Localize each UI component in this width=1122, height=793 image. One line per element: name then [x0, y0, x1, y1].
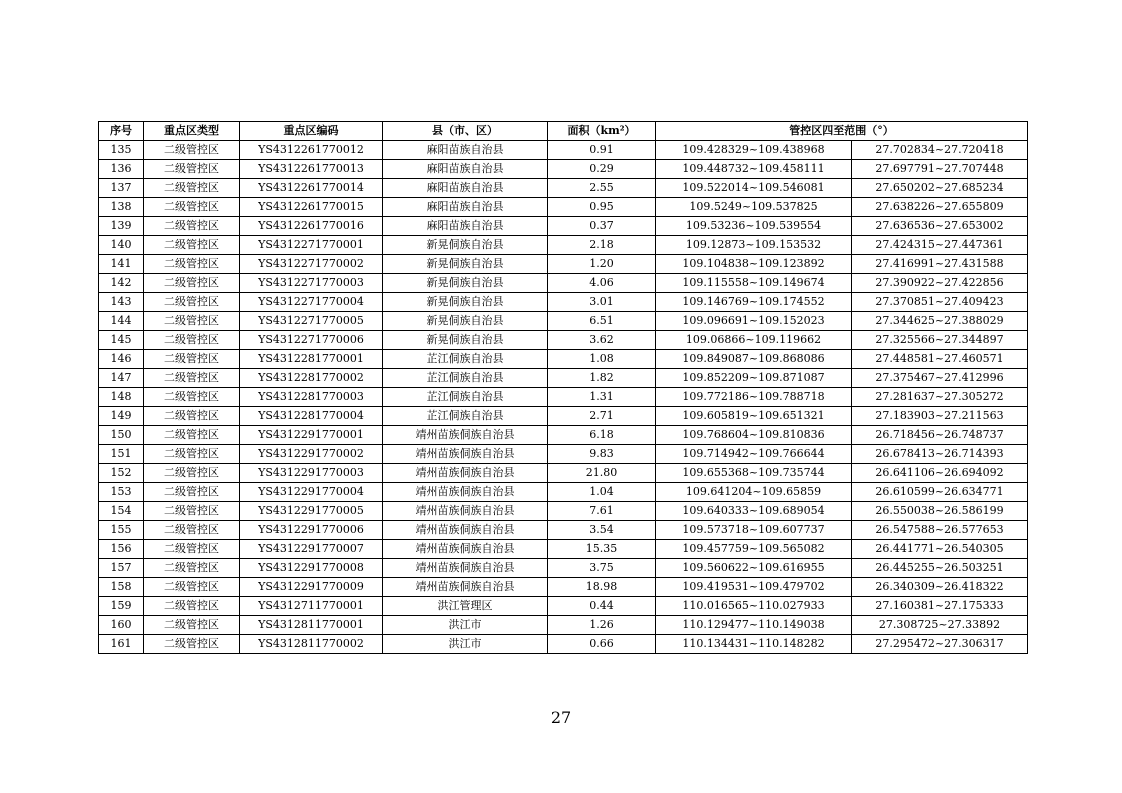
table-row — [99, 464, 1028, 483]
cell-index: 138 — [99, 198, 144, 217]
cell-zone-code: YS4312811770001 — [240, 616, 383, 635]
cell-latitude-range: 26.550038~26.586199 — [852, 502, 1028, 521]
cell-index: 150 — [99, 426, 144, 445]
table-row — [99, 426, 1028, 445]
cell-zone-code: YS4312271770001 — [240, 236, 383, 255]
cell-zone-type: 二级管控区 — [144, 407, 240, 426]
cell-county: 新晃侗族自治县 — [383, 331, 548, 350]
cell-zone-code: YS4312291770001 — [240, 426, 383, 445]
cell-latitude-range: 27.160381~27.175333 — [852, 597, 1028, 616]
cell-zone-type: 二级管控区 — [144, 350, 240, 369]
cell-index: 140 — [99, 236, 144, 255]
table-row — [99, 255, 1028, 274]
table-row — [99, 445, 1028, 464]
cell-longitude-range: 109.06866~109.119662 — [656, 331, 852, 350]
cell-zone-type: 二级管控区 — [144, 559, 240, 578]
cell-latitude-range: 26.610599~26.634771 — [852, 483, 1028, 502]
cell-index: 161 — [99, 635, 144, 654]
cell-zone-type: 二级管控区 — [144, 616, 240, 635]
cell-zone-type: 二级管控区 — [144, 578, 240, 597]
cell-area: 0.66 — [548, 635, 656, 654]
cell-latitude-range: 27.344625~27.388029 — [852, 312, 1028, 331]
cell-county: 洪江管理区 — [383, 597, 548, 616]
cell-latitude-range: 27.295472~27.306317 — [852, 635, 1028, 654]
cell-zone-type: 二级管控区 — [144, 179, 240, 198]
cell-area: 3.54 — [548, 521, 656, 540]
cell-index: 142 — [99, 274, 144, 293]
cell-zone-code: YS4312261770013 — [240, 160, 383, 179]
cell-longitude-range: 109.12873~109.153532 — [656, 236, 852, 255]
cell-index: 157 — [99, 559, 144, 578]
cell-index: 155 — [99, 521, 144, 540]
cell-latitude-range: 26.678413~26.714393 — [852, 445, 1028, 464]
cell-index: 135 — [99, 141, 144, 160]
cell-zone-code: YS4312291770007 — [240, 540, 383, 559]
header-area: 面积（km²） — [548, 122, 656, 141]
cell-area: 2.18 — [548, 236, 656, 255]
cell-longitude-range: 109.605819~109.651321 — [656, 407, 852, 426]
cell-longitude-range: 109.573718~109.607737 — [656, 521, 852, 540]
cell-zone-code: YS4312261770014 — [240, 179, 383, 198]
cell-zone-code: YS4312281770001 — [240, 350, 383, 369]
cell-index: 156 — [99, 540, 144, 559]
cell-longitude-range: 109.53236~109.539554 — [656, 217, 852, 236]
cell-county: 芷江侗族自治县 — [383, 407, 548, 426]
cell-index: 136 — [99, 160, 144, 179]
table-row — [99, 616, 1028, 635]
header-range: 管控区四至范围（°） — [656, 122, 1028, 141]
cell-area: 9.83 — [548, 445, 656, 464]
cell-index: 146 — [99, 350, 144, 369]
cell-area: 1.04 — [548, 483, 656, 502]
cell-zone-type: 二级管控区 — [144, 502, 240, 521]
table-row — [99, 483, 1028, 502]
cell-county: 靖州苗族侗族自治县 — [383, 426, 548, 445]
cell-index: 149 — [99, 407, 144, 426]
cell-index: 148 — [99, 388, 144, 407]
cell-latitude-range: 27.308725~27.33892 — [852, 616, 1028, 635]
table-row — [99, 502, 1028, 521]
cell-area: 2.55 — [548, 179, 656, 198]
cell-latitude-range: 26.718456~26.748737 — [852, 426, 1028, 445]
cell-zone-type: 二级管控区 — [144, 635, 240, 654]
cell-longitude-range: 109.104838~109.123892 — [656, 255, 852, 274]
cell-county: 麻阳苗族自治县 — [383, 160, 548, 179]
cell-index: 159 — [99, 597, 144, 616]
cell-area: 7.61 — [548, 502, 656, 521]
cell-zone-code: YS4312281770003 — [240, 388, 383, 407]
cell-longitude-range: 109.448732~109.458111 — [656, 160, 852, 179]
cell-zone-type: 二级管控区 — [144, 540, 240, 559]
cell-longitude-range: 109.849087~109.868086 — [656, 350, 852, 369]
cell-county: 新晃侗族自治县 — [383, 236, 548, 255]
table-row — [99, 160, 1028, 179]
header-county: 县（市、区） — [383, 122, 548, 141]
table-row — [99, 179, 1028, 198]
cell-zone-type: 二级管控区 — [144, 597, 240, 616]
cell-index: 153 — [99, 483, 144, 502]
cell-latitude-range: 27.183903~27.211563 — [852, 407, 1028, 426]
cell-county: 新晃侗族自治县 — [383, 255, 548, 274]
cell-index: 145 — [99, 331, 144, 350]
cell-county: 靖州苗族侗族自治县 — [383, 559, 548, 578]
cell-area: 3.62 — [548, 331, 656, 350]
cell-zone-type: 二级管控区 — [144, 426, 240, 445]
cell-zone-code: YS4312271770006 — [240, 331, 383, 350]
cell-longitude-range: 109.714942~109.766644 — [656, 445, 852, 464]
cell-area: 0.29 — [548, 160, 656, 179]
cell-zone-type: 二级管控区 — [144, 521, 240, 540]
cell-county: 麻阳苗族自治县 — [383, 179, 548, 198]
cell-latitude-range: 26.340309~26.418322 — [852, 578, 1028, 597]
cell-latitude-range: 26.547588~26.577653 — [852, 521, 1028, 540]
cell-zone-type: 二级管控区 — [144, 274, 240, 293]
cell-longitude-range: 109.428329~109.438968 — [656, 141, 852, 160]
cell-index: 147 — [99, 369, 144, 388]
cell-longitude-range: 109.768604~109.810836 — [656, 426, 852, 445]
cell-zone-code: YS4312271770002 — [240, 255, 383, 274]
table-row — [99, 559, 1028, 578]
cell-zone-code: YS4312271770004 — [240, 293, 383, 312]
cell-longitude-range: 109.419531~109.479702 — [656, 578, 852, 597]
cell-longitude-range: 109.655368~109.735744 — [656, 464, 852, 483]
cell-zone-code: YS4312291770006 — [240, 521, 383, 540]
cell-longitude-range: 109.096691~109.152023 — [656, 312, 852, 331]
cell-longitude-range: 109.146769~109.174552 — [656, 293, 852, 312]
cell-zone-code: YS4312261770012 — [240, 141, 383, 160]
cell-county: 麻阳苗族自治县 — [383, 217, 548, 236]
table-row — [99, 597, 1028, 616]
table-row — [99, 407, 1028, 426]
table-row — [99, 350, 1028, 369]
cell-latitude-range: 27.416991~27.431588 — [852, 255, 1028, 274]
cell-zone-code: YS4312271770005 — [240, 312, 383, 331]
cell-zone-type: 二级管控区 — [144, 293, 240, 312]
cell-latitude-range: 27.370851~27.409423 — [852, 293, 1028, 312]
cell-latitude-range: 27.325566~27.344897 — [852, 331, 1028, 350]
table-row — [99, 312, 1028, 331]
cell-zone-code: YS4312281770004 — [240, 407, 383, 426]
table-row — [99, 331, 1028, 350]
cell-area: 1.82 — [548, 369, 656, 388]
header-zone-code: 重点区编码 — [240, 122, 383, 141]
cell-county: 靖州苗族侗族自治县 — [383, 578, 548, 597]
table-row — [99, 217, 1028, 236]
table-row — [99, 141, 1028, 160]
control-zone-table — [98, 121, 1028, 654]
cell-longitude-range: 109.5249~109.537825 — [656, 198, 852, 217]
cell-county: 麻阳苗族自治县 — [383, 141, 548, 160]
table-header-row — [99, 122, 1028, 141]
cell-longitude-range: 109.457759~109.565082 — [656, 540, 852, 559]
table-row — [99, 293, 1028, 312]
cell-county: 芷江侗族自治县 — [383, 388, 548, 407]
cell-longitude-range: 109.115558~109.149674 — [656, 274, 852, 293]
cell-latitude-range: 27.702834~27.720418 — [852, 141, 1028, 160]
cell-zone-code: YS4312291770004 — [240, 483, 383, 502]
cell-area: 4.06 — [548, 274, 656, 293]
cell-county: 洪江市 — [383, 616, 548, 635]
table-row — [99, 369, 1028, 388]
cell-area: 1.31 — [548, 388, 656, 407]
table-row — [99, 388, 1028, 407]
cell-zone-code: YS4312711770001 — [240, 597, 383, 616]
cell-longitude-range: 109.772186~109.788718 — [656, 388, 852, 407]
cell-zone-type: 二级管控区 — [144, 312, 240, 331]
cell-index: 137 — [99, 179, 144, 198]
cell-area: 21.80 — [548, 464, 656, 483]
cell-zone-code: YS4312811770002 — [240, 635, 383, 654]
cell-latitude-range: 27.638226~27.655809 — [852, 198, 1028, 217]
cell-latitude-range: 27.448581~27.460571 — [852, 350, 1028, 369]
cell-county: 洪江市 — [383, 635, 548, 654]
cell-area: 1.20 — [548, 255, 656, 274]
cell-zone-type: 二级管控区 — [144, 217, 240, 236]
cell-index: 154 — [99, 502, 144, 521]
cell-index: 139 — [99, 217, 144, 236]
cell-index: 158 — [99, 578, 144, 597]
cell-county: 芷江侗族自治县 — [383, 369, 548, 388]
cell-zone-code: YS4312261770015 — [240, 198, 383, 217]
page-number: 27 — [550, 708, 572, 727]
cell-zone-type: 二级管控区 — [144, 331, 240, 350]
cell-index: 152 — [99, 464, 144, 483]
cell-index: 143 — [99, 293, 144, 312]
cell-county: 新晃侗族自治县 — [383, 312, 548, 331]
table-row — [99, 521, 1028, 540]
cell-longitude-range: 109.852209~109.871087 — [656, 369, 852, 388]
cell-area: 2.71 — [548, 407, 656, 426]
cell-zone-code: YS4312281770002 — [240, 369, 383, 388]
cell-zone-code: YS4312271770003 — [240, 274, 383, 293]
cell-area: 3.01 — [548, 293, 656, 312]
cell-zone-type: 二级管控区 — [144, 483, 240, 502]
cell-county: 麻阳苗族自治县 — [383, 198, 548, 217]
cell-zone-type: 二级管控区 — [144, 388, 240, 407]
cell-zone-type: 二级管控区 — [144, 255, 240, 274]
cell-county: 芷江侗族自治县 — [383, 350, 548, 369]
cell-county: 靖州苗族侗族自治县 — [383, 521, 548, 540]
cell-zone-type: 二级管控区 — [144, 160, 240, 179]
cell-longitude-range: 109.560622~109.616955 — [656, 559, 852, 578]
cell-latitude-range: 27.281637~27.305272 — [852, 388, 1028, 407]
cell-longitude-range: 110.016565~110.027933 — [656, 597, 852, 616]
cell-area: 0.91 — [548, 141, 656, 160]
cell-area: 0.37 — [548, 217, 656, 236]
cell-latitude-range: 27.375467~27.412996 — [852, 369, 1028, 388]
cell-county: 新晃侗族自治县 — [383, 293, 548, 312]
cell-latitude-range: 26.641106~26.694092 — [852, 464, 1028, 483]
cell-latitude-range: 26.441771~26.540305 — [852, 540, 1028, 559]
cell-county: 靖州苗族侗族自治县 — [383, 464, 548, 483]
cell-zone-code: YS4312291770009 — [240, 578, 383, 597]
cell-area: 1.26 — [548, 616, 656, 635]
cell-latitude-range: 27.650202~27.685234 — [852, 179, 1028, 198]
cell-zone-code: YS4312291770008 — [240, 559, 383, 578]
cell-latitude-range: 27.636536~27.653002 — [852, 217, 1028, 236]
table-row — [99, 274, 1028, 293]
cell-county: 靖州苗族侗族自治县 — [383, 502, 548, 521]
cell-county: 靖州苗族侗族自治县 — [383, 483, 548, 502]
cell-area: 3.75 — [548, 559, 656, 578]
cell-latitude-range: 26.445255~26.503251 — [852, 559, 1028, 578]
cell-zone-type: 二级管控区 — [144, 445, 240, 464]
cell-zone-type: 二级管控区 — [144, 369, 240, 388]
cell-longitude-range: 109.641204~109.65859 — [656, 483, 852, 502]
cell-zone-type: 二级管控区 — [144, 141, 240, 160]
table-row — [99, 578, 1028, 597]
cell-county: 靖州苗族侗族自治县 — [383, 445, 548, 464]
cell-longitude-range: 110.129477~110.149038 — [656, 616, 852, 635]
table-row — [99, 198, 1028, 217]
cell-index: 144 — [99, 312, 144, 331]
header-index: 序号 — [99, 122, 144, 141]
cell-county: 靖州苗族侗族自治县 — [383, 540, 548, 559]
table-row — [99, 236, 1028, 255]
cell-index: 141 — [99, 255, 144, 274]
cell-zone-type: 二级管控区 — [144, 464, 240, 483]
cell-latitude-range: 27.424315~27.447361 — [852, 236, 1028, 255]
cell-zone-type: 二级管控区 — [144, 236, 240, 255]
header-zone-type: 重点区类型 — [144, 122, 240, 141]
cell-county: 新晃侗族自治县 — [383, 274, 548, 293]
cell-area: 6.18 — [548, 426, 656, 445]
cell-zone-type: 二级管控区 — [144, 198, 240, 217]
cell-latitude-range: 27.697791~27.707448 — [852, 160, 1028, 179]
cell-longitude-range: 109.522014~109.546081 — [656, 179, 852, 198]
cell-zone-code: YS4312261770016 — [240, 217, 383, 236]
cell-latitude-range: 27.390922~27.422856 — [852, 274, 1028, 293]
cell-index: 160 — [99, 616, 144, 635]
cell-area: 0.44 — [548, 597, 656, 616]
table-row — [99, 635, 1028, 654]
cell-area: 6.51 — [548, 312, 656, 331]
table-body — [99, 141, 1028, 654]
table-row — [99, 540, 1028, 559]
cell-longitude-range: 110.134431~110.148282 — [656, 635, 852, 654]
cell-area: 1.08 — [548, 350, 656, 369]
cell-area: 15.35 — [548, 540, 656, 559]
cell-area: 18.98 — [548, 578, 656, 597]
cell-index: 151 — [99, 445, 144, 464]
cell-longitude-range: 109.640333~109.689054 — [656, 502, 852, 521]
cell-zone-code: YS4312291770005 — [240, 502, 383, 521]
cell-zone-code: YS4312291770002 — [240, 445, 383, 464]
cell-zone-code: YS4312291770003 — [240, 464, 383, 483]
cell-area: 0.95 — [548, 198, 656, 217]
